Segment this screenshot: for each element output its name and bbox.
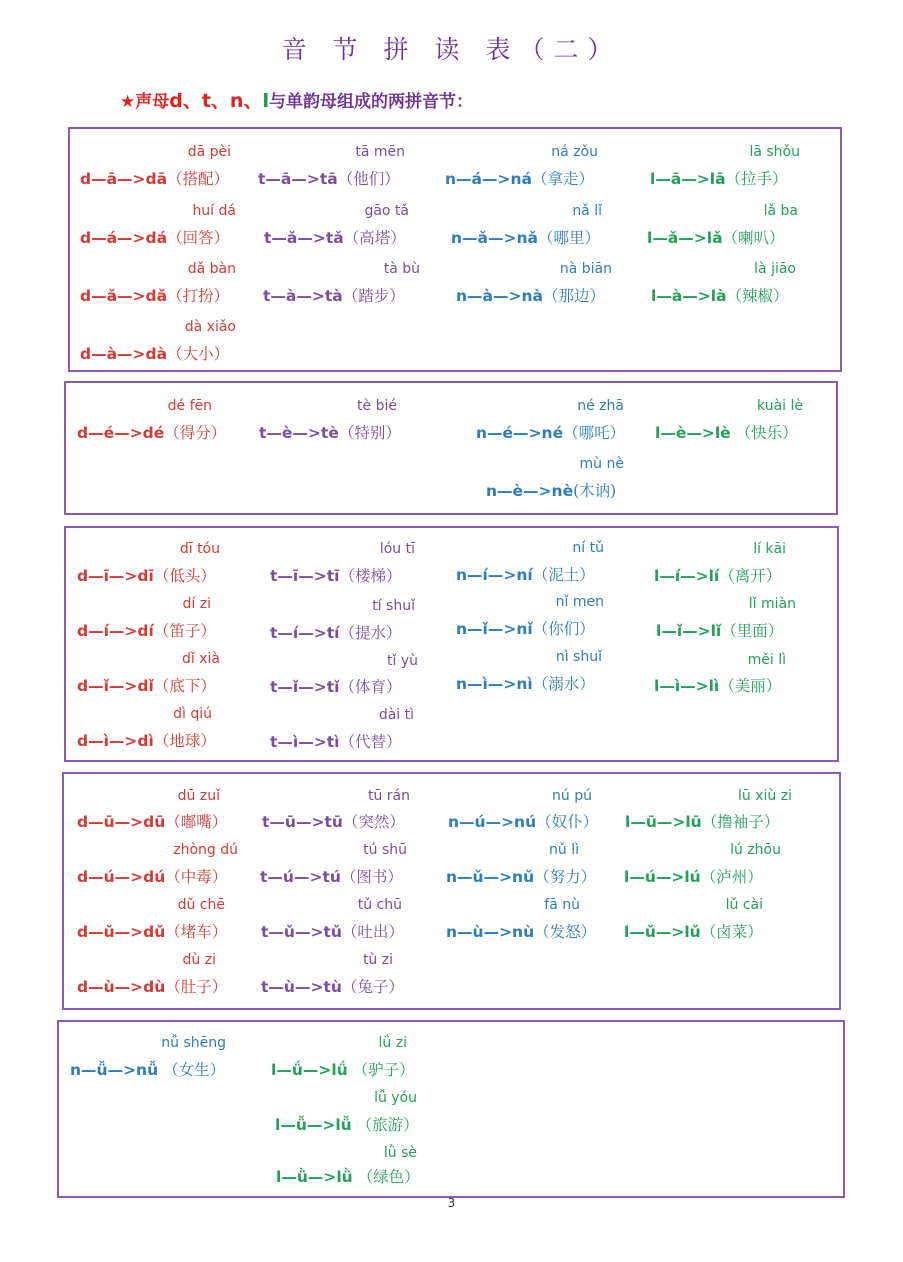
syllable-formula xyxy=(270,569,401,585)
hanzi-word: （美丽） xyxy=(719,677,782,695)
hanzi-word: （泥土） xyxy=(532,566,595,584)
syllable-formula xyxy=(448,815,598,831)
syllable-formula xyxy=(77,815,227,831)
hanzi-word: （搭配） xyxy=(167,170,230,188)
syllable-formula xyxy=(456,289,605,305)
syllable-formula xyxy=(446,870,596,886)
hanzi-word: （高塔） xyxy=(343,229,406,247)
hanzi-word: （撸袖子） xyxy=(701,813,780,831)
formula-text: d—ǔ—>dǔ xyxy=(77,923,166,941)
pinyin-label: dǐ xià xyxy=(182,651,220,667)
pinyin-label: tǐ yù xyxy=(387,653,418,669)
hanzi-word: （中毒） xyxy=(165,868,228,886)
syllable-formula xyxy=(456,622,595,638)
pinyin-label: lǔ cài xyxy=(725,897,763,913)
formula-text: t—ī—>tī xyxy=(270,567,340,585)
formula-text: d—ù—>dù xyxy=(77,978,166,996)
hanzi-word: （发怒） xyxy=(534,923,597,941)
pinyin-label: lū xiù zi xyxy=(738,788,792,804)
formula-text: n—è—>nè xyxy=(486,482,574,500)
syllable-formula xyxy=(654,679,781,695)
formula-text: l—ì—>lì xyxy=(654,677,720,695)
formula-text: t—ǔ—>tǔ xyxy=(261,923,342,941)
formula-text: l—è—>lè xyxy=(655,424,731,442)
formula-text: l—ǎ—>lǎ xyxy=(647,229,723,247)
pinyin-label: tū rán xyxy=(367,788,410,804)
pinyin-label: dǎ bàn xyxy=(187,261,236,277)
pinyin-label: nǔ lì xyxy=(549,842,579,858)
hanzi-word: （奴仆） xyxy=(536,813,599,831)
formula-text: n—à—>nà xyxy=(456,287,543,305)
hanzi-word: （旅游） xyxy=(351,1116,419,1134)
pinyin-label: là jiāo xyxy=(754,261,796,277)
hanzi-word: （地球） xyxy=(153,732,216,750)
formula-text: d—é—>dé xyxy=(77,424,165,442)
formula-text: n—ǚ—>nǚ xyxy=(70,1061,159,1079)
pinyin-label: mù nè xyxy=(579,456,624,472)
heading-l-letter: l xyxy=(262,90,269,112)
formula-text: l—ǔ—>lǔ xyxy=(624,923,701,941)
pinyin-label: nà biān xyxy=(559,261,612,277)
pinyin-label: tè bié xyxy=(357,398,397,414)
formula-text: t—ú—>tú xyxy=(260,868,341,886)
pinyin-label: huí dá xyxy=(192,203,236,219)
pinyin-label: dā pèi xyxy=(187,144,231,160)
pinyin-label: nú pú xyxy=(552,788,592,804)
section-box-a xyxy=(68,127,842,372)
pinyin-label: dà xiǎo xyxy=(184,319,236,335)
pinyin-label: lǎ ba xyxy=(763,203,798,219)
formula-text: t—ì—>tì xyxy=(270,733,340,751)
syllable-formula xyxy=(263,289,405,305)
formula-text: d—ú—>dú xyxy=(77,868,166,886)
formula-text: t—ǐ—>tǐ xyxy=(270,678,340,696)
syllable-formula xyxy=(258,172,400,188)
formula-text: l—ǜ—>lǜ xyxy=(276,1168,353,1186)
syllable-formula xyxy=(276,1170,420,1186)
pinyin-label: lā shǒu xyxy=(749,144,800,160)
star-icon: ★ xyxy=(120,92,136,112)
hanzi-word: （笛子） xyxy=(153,622,216,640)
pinyin-label: tí shuǐ xyxy=(372,598,415,614)
hanzi-word: （泸州） xyxy=(700,868,763,886)
hanzi-word: （那边） xyxy=(542,287,605,305)
hanzi-word: （体育） xyxy=(339,678,402,696)
hanzi-word: （提水） xyxy=(339,624,402,642)
formula-text: d—ǎ—>dǎ xyxy=(80,287,168,305)
pinyin-label: né zhā xyxy=(577,398,624,414)
formula-text: l—ǘ—>lǘ xyxy=(271,1061,348,1079)
pinyin-label: tú shū xyxy=(363,842,407,858)
syllable-formula xyxy=(77,980,227,996)
hanzi-word: （快乐） xyxy=(730,424,798,442)
pinyin-label: gāo tǎ xyxy=(364,203,409,219)
syllable-formula xyxy=(451,231,600,247)
syllable-formula xyxy=(261,980,404,996)
pinyin-label: nǚ shēng xyxy=(161,1035,226,1051)
syllable-formula xyxy=(270,735,401,751)
syllable-formula xyxy=(270,626,401,642)
hanzi-word: （图书） xyxy=(340,868,403,886)
pinyin-label: kuài lè xyxy=(757,398,803,414)
syllable-formula xyxy=(262,815,405,831)
hanzi-word: （你们） xyxy=(532,620,595,638)
formula-text: l—ǚ—>lǚ xyxy=(275,1116,352,1134)
pinyin-label: nì shuǐ xyxy=(555,649,602,665)
pinyin-label: tǔ chū xyxy=(357,897,402,913)
pinyin-label: lǜ sè xyxy=(383,1145,417,1161)
syllable-formula xyxy=(650,172,788,188)
formula-text: n—ì—>nì xyxy=(456,675,533,693)
formula-text: d—ǐ—>dǐ xyxy=(77,677,154,695)
formula-text: n—ù—>nù xyxy=(446,923,535,941)
pinyin-label: měi lì xyxy=(747,652,786,668)
pinyin-label: tù zi xyxy=(362,952,393,968)
hanzi-word: （楼梯） xyxy=(339,567,402,585)
hanzi-word: （踏步） xyxy=(342,287,405,305)
syllable-formula xyxy=(70,1063,225,1079)
syllable-formula xyxy=(275,1118,419,1134)
formula-text: t—ù—>tù xyxy=(261,978,342,996)
hanzi-word: （回答） xyxy=(167,229,230,247)
hanzi-word: （突然） xyxy=(342,813,405,831)
formula-text: n—í—>ní xyxy=(456,566,533,584)
hanzi-word: （底下） xyxy=(153,677,216,695)
hanzi-word: （拉手） xyxy=(725,170,788,188)
hanzi-word: （打扮） xyxy=(167,287,230,305)
hanzi-word: （他们） xyxy=(337,170,400,188)
pinyin-label: lǐ miàn xyxy=(748,596,796,612)
hanzi-word: （低头） xyxy=(153,567,216,585)
hanzi-word: （拿走） xyxy=(531,170,594,188)
syllable-formula xyxy=(77,624,216,640)
hanzi-word: （堵车） xyxy=(165,923,228,941)
formula-text: n—ú—>nú xyxy=(448,813,537,831)
syllable-formula xyxy=(77,679,216,695)
syllable-formula xyxy=(261,925,404,941)
syllable-formula xyxy=(655,426,798,442)
heading-letters: d、t、n、 xyxy=(169,90,263,112)
syllable-formula xyxy=(80,347,229,363)
section-box-u xyxy=(62,772,841,1010)
hanzi-word: （得分） xyxy=(164,424,227,442)
formula-text: t—ū—>tū xyxy=(262,813,343,831)
heading-prefix: 声母 xyxy=(135,92,170,112)
hanzi-word: （里面） xyxy=(721,622,784,640)
hanzi-word: （努力） xyxy=(534,868,597,886)
formula-text: d—í—>dí xyxy=(77,622,154,640)
pinyin-label: dí zi xyxy=(182,596,211,612)
pinyin-label: dài tì xyxy=(378,707,414,723)
formula-text: d—á—>dá xyxy=(80,229,168,247)
formula-text: t—à—>tà xyxy=(263,287,343,305)
pinyin-label: ná zǒu xyxy=(551,144,598,160)
hanzi-word: （吐出） xyxy=(341,923,404,941)
hanzi-word: （驴子） xyxy=(347,1061,415,1079)
syllable-formula xyxy=(456,568,595,584)
pinyin-label: dǔ chē xyxy=(177,897,225,913)
hanzi-word: （辣椒） xyxy=(726,287,789,305)
pinyin-label: nǐ men xyxy=(555,594,604,610)
formula-text: t—è—>tè xyxy=(259,424,339,442)
syllable-formula xyxy=(486,484,616,500)
hanzi-word: （特别） xyxy=(338,424,401,442)
hanzi-word: （代替） xyxy=(339,733,402,751)
syllable-formula xyxy=(80,289,229,305)
heading-suffix: 与单韵母组成的两拼音节： xyxy=(268,92,473,112)
syllable-formula xyxy=(271,1063,415,1079)
pinyin-label: lú zhōu xyxy=(730,842,781,858)
syllable-formula xyxy=(80,172,229,188)
syllable-formula xyxy=(445,172,594,188)
section-box-i xyxy=(64,526,839,762)
syllable-formula xyxy=(80,231,229,247)
pinyin-label: ní tǔ xyxy=(572,540,604,556)
syllable-formula xyxy=(624,870,763,886)
formula-text: d—ū—>dū xyxy=(77,813,166,831)
formula-text: l—í—>lí xyxy=(654,567,720,585)
syllable-formula xyxy=(260,870,403,886)
pinyin-label: lóu tī xyxy=(379,541,415,557)
formula-text: t—ǎ—>tǎ xyxy=(264,229,344,247)
syllable-formula xyxy=(270,680,401,696)
pinyin-label: tā mēn xyxy=(355,144,405,160)
formula-text: n—ǔ—>nǔ xyxy=(446,868,535,886)
syllable-formula xyxy=(476,426,625,442)
syllable-formula xyxy=(259,426,401,442)
hanzi-word: （嘟嘴） xyxy=(165,813,228,831)
syllable-formula xyxy=(651,289,789,305)
hanzi-word: （喇叭） xyxy=(722,229,785,247)
syllable-formula xyxy=(264,231,406,247)
formula-text: t—ā—>tā xyxy=(258,170,338,188)
pinyin-label: zhòng dú xyxy=(173,842,238,858)
formula-text: d—ī—>dī xyxy=(77,567,154,585)
syllable-formula xyxy=(456,677,595,693)
page-title: 音 节 拼 读 表（二） xyxy=(281,35,622,64)
formula-text: d—à—>dà xyxy=(80,345,168,363)
syllable-formula xyxy=(446,925,596,941)
syllable-formula xyxy=(77,925,227,941)
hanzi-word: （卤菜） xyxy=(700,923,763,941)
pinyin-label: lǚ yóu xyxy=(374,1090,417,1106)
pinyin-label: dì qiú xyxy=(173,706,212,722)
syllable-formula xyxy=(656,624,783,640)
hanzi-word: （哪里） xyxy=(537,229,600,247)
syllable-formula xyxy=(77,734,216,750)
pinyin-label: tà bù xyxy=(383,261,420,277)
hanzi-word: （兔子） xyxy=(341,978,404,996)
hanzi-word: （女生） xyxy=(158,1061,226,1079)
formula-text: l—à—>là xyxy=(651,287,727,305)
formula-text: n—ǎ—>nǎ xyxy=(451,229,538,247)
pinyin-label: dī tóu xyxy=(179,541,220,557)
syllable-formula xyxy=(647,231,785,247)
pinyin-label: dū zuǐ xyxy=(177,788,220,804)
pinyin-label: lí kāi xyxy=(753,541,786,557)
formula-text: l—ū—>lū xyxy=(625,813,702,831)
hanzi-word: （离开） xyxy=(719,567,782,585)
syllable-formula xyxy=(624,925,763,941)
pinyin-label: lǘ zi xyxy=(378,1035,407,1051)
formula-text: n—é—>né xyxy=(476,424,564,442)
hanzi-word: （肚子） xyxy=(165,978,228,996)
formula-text: l—ǐ—>lǐ xyxy=(656,622,722,640)
syllable-formula xyxy=(625,815,779,831)
hanzi-word: （大小） xyxy=(167,345,230,363)
syllable-formula xyxy=(77,426,226,442)
formula-text: l—ā—>lā xyxy=(650,170,726,188)
formula-text: n—ǐ—>nǐ xyxy=(456,620,533,638)
formula-text: d—ā—>dā xyxy=(80,170,168,188)
section-heading xyxy=(120,86,473,113)
hanzi-word: （绿色） xyxy=(352,1168,420,1186)
syllable-formula xyxy=(77,870,227,886)
syllable-formula xyxy=(654,569,781,585)
formula-text: n—á—>ná xyxy=(445,170,532,188)
pinyin-label: dé fēn xyxy=(167,398,212,414)
hanzi-word: （溺水） xyxy=(532,675,595,693)
pinyin-label: nǎ lǐ xyxy=(572,203,602,219)
page-number: 3 xyxy=(447,1196,456,1210)
formula-text: d—ì—>dì xyxy=(77,732,154,750)
hanzi-word: （哪吒） xyxy=(563,424,626,442)
formula-text: t—í—>tí xyxy=(270,624,340,642)
pinyin-label: dù zi xyxy=(182,952,216,968)
pinyin-label: fā nù xyxy=(544,897,580,913)
hanzi-word: (木讷) xyxy=(573,482,617,500)
formula-text: l—ú—>lú xyxy=(624,868,701,886)
syllable-formula xyxy=(77,569,216,585)
